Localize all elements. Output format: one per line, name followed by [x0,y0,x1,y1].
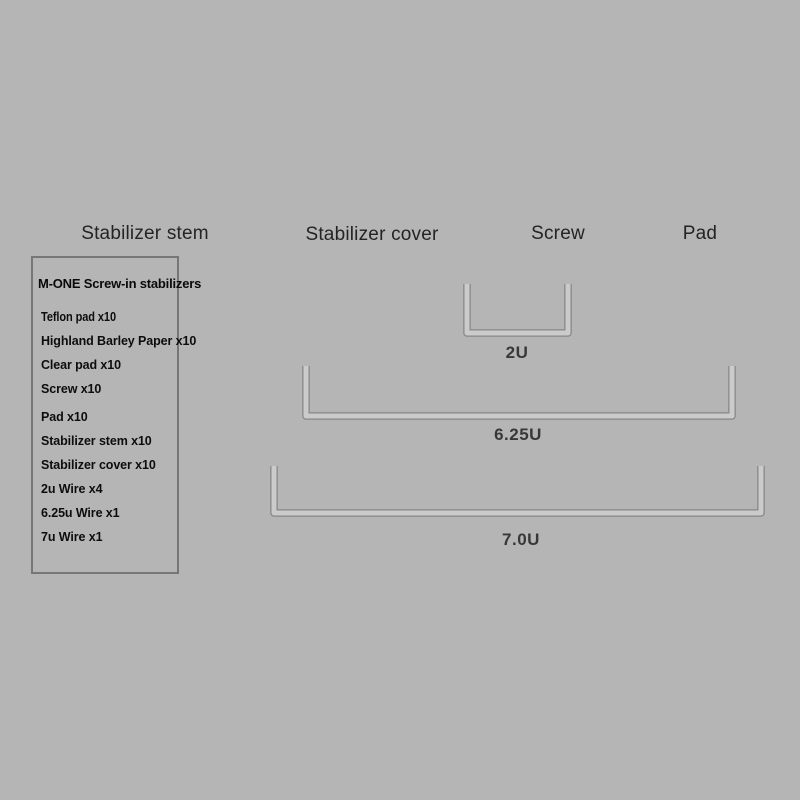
wire-body [306,366,732,416]
parts-list-item: 2u Wire x4 [41,482,103,496]
parts-list-item: 7u Wire x1 [41,530,103,544]
parts-list-item: Highland Barley Paper x10 [41,334,197,348]
parts-list-item: Clear pad x10 [41,358,121,372]
parts-list-item: Teflon pad x10 [41,310,116,324]
parts-list-title: M-ONE Screw-in stabilizers [38,276,202,291]
parts-list-item: Stabilizer cover x10 [41,458,156,472]
wire-outline [467,284,568,333]
wire-label-2u: 2U [505,343,529,362]
wire-label-7.0u: 7.0U [502,530,540,549]
parts-list-item: 6.25u Wire x1 [41,506,120,520]
header-screw: Screw [531,223,585,244]
wire-body [274,466,761,513]
header-stabilizer-cover: Stabilizer cover [305,224,439,245]
wire-outline [274,466,761,513]
wire-outline [306,366,732,416]
parts-list-item: Stabilizer stem x10 [41,434,152,448]
wire-2u-illustration [452,276,587,348]
wire-label-6.25u: 6.25U [494,425,542,444]
wire-7.0u-illustration [260,458,775,528]
wire-6.25u-illustration [292,358,747,430]
parts-list-item: Pad x10 [41,410,88,424]
parts-list-item: Screw x10 [41,382,102,396]
header-pad: Pad [682,223,718,244]
parts-list-box [31,256,202,574]
wire-body [467,284,568,333]
header-stabilizer-stem: Stabilizer stem [81,223,209,244]
